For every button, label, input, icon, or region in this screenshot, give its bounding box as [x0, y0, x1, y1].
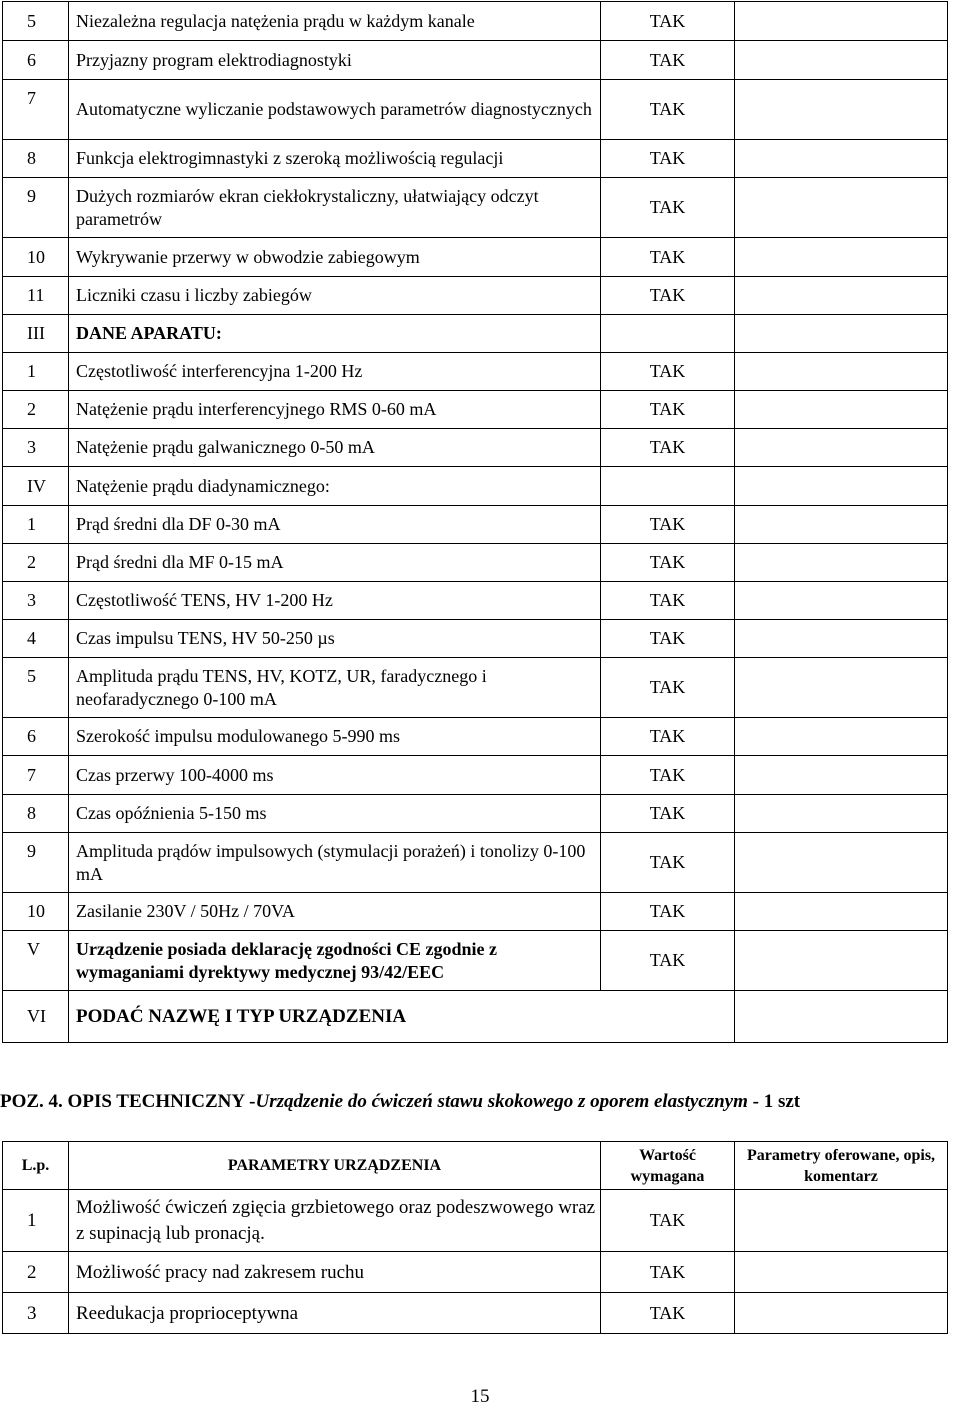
row-number: 8: [3, 140, 69, 178]
table-row: [3, 2, 948, 41]
row-value: TAK: [601, 1293, 735, 1334]
table-row: [3, 315, 948, 353]
offered-cell: [735, 1293, 948, 1334]
table-row: [3, 353, 948, 391]
row-number: 4: [3, 620, 69, 658]
row-description: Amplituda prądów impulsowych (stymulacji porażeń) i tonolizy 0-100 mA: [69, 833, 601, 893]
offered-cell: [735, 506, 948, 544]
row-value: TAK: [601, 391, 735, 429]
row-value: TAK: [601, 41, 735, 80]
header-offered: Parametry oferowane, opis, komentarz: [735, 1142, 948, 1190]
offered-cell: [735, 429, 948, 467]
ce-declaration: Urządzenie posiada deklarację zgodności CE zgodnie z wymaganiami dyrektywy medycznej 93/42/EEC: [69, 931, 601, 991]
row-value: TAK: [601, 756, 735, 795]
table-row: [3, 658, 948, 718]
device-table: [2, 1141, 948, 1334]
offered-cell: [735, 315, 948, 353]
table-row: [3, 467, 948, 506]
row-value: TAK: [601, 620, 735, 658]
device-name-request: PODAĆ NAZWĘ I TYP URZĄDZENIA: [69, 991, 735, 1043]
offered-cell: [735, 2, 948, 41]
row-description: Liczniki czasu i liczby zabiegów: [69, 277, 601, 315]
row-number: 2: [3, 1252, 69, 1293]
row-number: 9: [3, 833, 69, 893]
section-heading: DANE APARATU:: [69, 315, 601, 353]
offered-cell: [735, 467, 948, 506]
offered-cell: [735, 178, 948, 238]
header-params: PARAMETRY URZĄDZENIA: [69, 1142, 601, 1190]
row-description: Czas impulsu TENS, HV 50-250 µs: [69, 620, 601, 658]
row-description: Szerokość impulsu modulowanego 5-990 ms: [69, 718, 601, 756]
row-value: TAK: [601, 178, 735, 238]
row-value: [601, 467, 735, 506]
offered-cell: [735, 277, 948, 315]
row-number: 6: [3, 718, 69, 756]
row-number: 3: [3, 582, 69, 620]
section-italic: Urządzenie do ćwiczeń stawu skokowego z oporem elastycznym: [255, 1091, 748, 1112]
row-number: 3: [3, 1293, 69, 1334]
offered-cell: [735, 795, 948, 833]
table-row: [3, 1190, 948, 1252]
offered-cell: [735, 756, 948, 795]
table-row: [3, 718, 948, 756]
offered-cell: [735, 391, 948, 429]
row-number: 5: [3, 2, 69, 41]
row-number: 7: [3, 756, 69, 795]
offered-cell: [735, 41, 948, 80]
offered-cell: [735, 931, 948, 991]
row-value: TAK: [601, 1190, 735, 1252]
row-description: Natężenie prądu galwanicznego 0-50 mA: [69, 429, 601, 467]
row-description: Natężenie prądu interferencyjnego RMS 0-60 mA: [69, 391, 601, 429]
offered-cell: [735, 991, 948, 1043]
row-description: Czas przerwy 100-4000 ms: [69, 756, 601, 795]
row-value: TAK: [601, 80, 735, 140]
offered-cell: [735, 582, 948, 620]
row-value: TAK: [601, 795, 735, 833]
row-number: 10: [3, 238, 69, 277]
row-description: Możliwość ćwiczeń zgięcia grzbietowego oraz podeszwowego wraz z supinacją lub pronacją.: [69, 1190, 601, 1252]
row-number: 8: [3, 795, 69, 833]
row-value: TAK: [601, 582, 735, 620]
row-number: 10: [3, 893, 69, 931]
row-value: TAK: [601, 238, 735, 277]
row-value: TAK: [601, 718, 735, 756]
row-number: 11: [3, 277, 69, 315]
row-value: TAK: [601, 931, 735, 991]
offered-cell: [735, 238, 948, 277]
row-value: TAK: [601, 544, 735, 582]
offered-cell: [735, 140, 948, 178]
row-number: V: [3, 931, 69, 991]
table-row: [3, 506, 948, 544]
table-row: [3, 277, 948, 315]
row-number: 1: [3, 353, 69, 391]
row-description: Reedukacja proprioceptywna: [69, 1293, 601, 1334]
header-required: Wartość wymagana: [601, 1142, 735, 1190]
offered-cell: [735, 353, 948, 391]
table-row: [3, 756, 948, 795]
row-number: 1: [3, 506, 69, 544]
table-row: [3, 893, 948, 931]
offered-cell: [735, 833, 948, 893]
section-suffix: - 1 szt: [747, 1091, 801, 1112]
row-value: TAK: [601, 277, 735, 315]
row-value: [601, 315, 735, 353]
row-number: 3: [3, 429, 69, 467]
row-value: TAK: [601, 658, 735, 718]
row-value: TAK: [601, 353, 735, 391]
row-value: TAK: [601, 2, 735, 41]
row-description: Natężenie prądu diadynamicznego:: [69, 467, 601, 506]
offered-cell: [735, 893, 948, 931]
row-number: III: [3, 315, 69, 353]
offered-cell: [735, 718, 948, 756]
offered-cell: [735, 1190, 948, 1252]
offered-cell: [735, 620, 948, 658]
table-row: [3, 41, 948, 80]
row-value: TAK: [601, 1252, 735, 1293]
row-description: Przyjazny program elektrodiagnostyki: [69, 41, 601, 80]
table-row: [3, 80, 948, 140]
row-description: Niezależna regulacja natężenia prądu w każdym kanale: [69, 2, 601, 41]
row-description: Dużych rozmiarów ekran ciekłokrystaliczny, ułatwiający odczyt parametrów: [69, 178, 601, 238]
table-row: [3, 620, 948, 658]
row-value: TAK: [601, 506, 735, 544]
row-description: Zasilanie 230V / 50Hz / 70VA: [69, 893, 601, 931]
row-description: Funkcja elektrogimnastyki z szeroką możliwością regulacji: [69, 140, 601, 178]
table-row: [3, 931, 948, 991]
row-number: 2: [3, 544, 69, 582]
row-number: 7: [3, 80, 69, 140]
row-number: 6: [3, 41, 69, 80]
row-description: Czas opóźnienia 5-150 ms: [69, 795, 601, 833]
header-lp: L.p.: [3, 1142, 69, 1190]
table-row: [3, 991, 948, 1043]
row-number: VI: [3, 991, 69, 1043]
table-row: [3, 140, 948, 178]
section-title: [0, 1091, 960, 1113]
row-number: 1: [3, 1190, 69, 1252]
offered-cell: [735, 1252, 948, 1293]
table-row: [3, 795, 948, 833]
table-row: [3, 544, 948, 582]
table-header-row: [3, 1142, 948, 1190]
offered-cell: [735, 80, 948, 140]
row-description: Amplituda prądu TENS, HV, KOTZ, UR, faradycznego i neofaradycznego 0-100 mA: [69, 658, 601, 718]
page-number: 15: [470, 1386, 490, 1407]
table-row: [3, 1252, 948, 1293]
row-number: 2: [3, 391, 69, 429]
row-description: Prąd średni dla MF 0-15 mA: [69, 544, 601, 582]
parameters-table: [2, 1, 948, 1043]
row-value: TAK: [601, 833, 735, 893]
row-description: Automatyczne wyliczanie podstawowych parametrów diagnostycznych: [69, 80, 601, 140]
row-number: 9: [3, 178, 69, 238]
table-row: [3, 178, 948, 238]
row-description: Możliwość pracy nad zakresem ruchu: [69, 1252, 601, 1293]
section-prefix: POZ. 4. OPIS TECHNICZNY -: [0, 1091, 256, 1112]
row-description: Częstotliwość TENS, HV 1-200 Hz: [69, 582, 601, 620]
row-value: TAK: [601, 140, 735, 178]
table-row: [3, 582, 948, 620]
table-row: [3, 391, 948, 429]
row-description: Prąd średni dla DF 0-30 mA: [69, 506, 601, 544]
table-row: [3, 429, 948, 467]
row-value: TAK: [601, 893, 735, 931]
table-row: [3, 833, 948, 893]
row-description: Częstotliwość interferencyjna 1-200 Hz: [69, 353, 601, 391]
offered-cell: [735, 544, 948, 582]
row-number: IV: [3, 467, 69, 506]
offered-cell: [735, 658, 948, 718]
table-row: [3, 1293, 948, 1334]
row-description: Wykrywanie przerwy w obwodzie zabiegowym: [69, 238, 601, 277]
table-row: [3, 238, 948, 277]
row-value: TAK: [601, 429, 735, 467]
row-number: 5: [3, 658, 69, 718]
